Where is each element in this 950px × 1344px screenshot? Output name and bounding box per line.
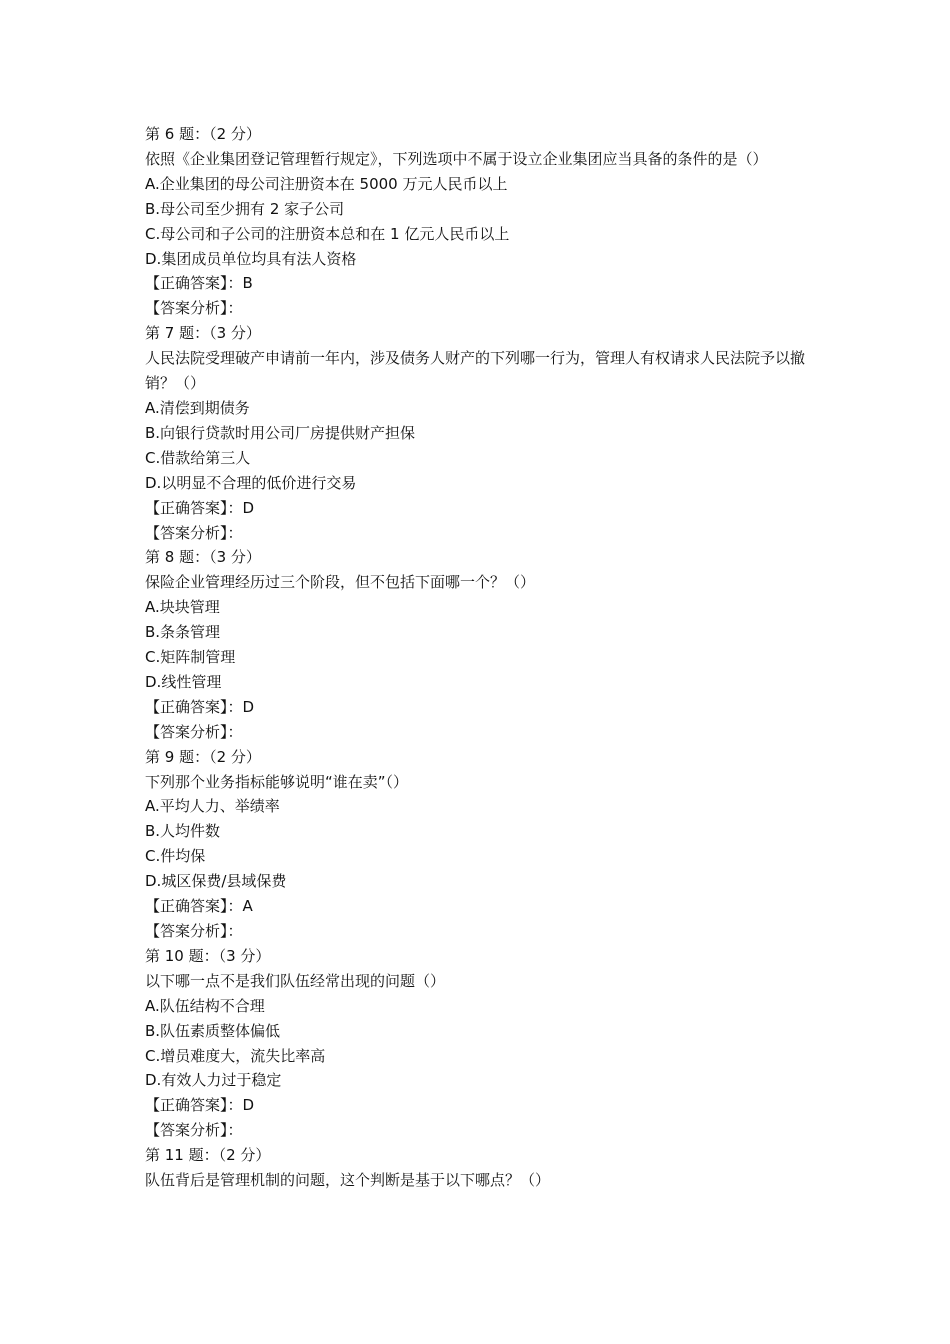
correct-answer: 【正确答案】：D xyxy=(145,697,255,716)
question-stem: 人民法院受理破产申请前一年内，涉及债务人财产的下列哪一行为，管理人有权请求人民法院予以撤销？（） xyxy=(145,349,806,393)
correct-answer: 【正确答案】：A xyxy=(145,897,253,916)
question-7 xyxy=(145,321,815,545)
option-d: D.以明显不合理的低价进行交易 xyxy=(145,473,357,492)
question-6 xyxy=(145,122,815,321)
correct-answer: 【正确答案】：B xyxy=(145,274,253,293)
option-c: C.增员难度大，流失比率高 xyxy=(145,1046,326,1065)
question-11 xyxy=(145,1143,815,1193)
option-c: C.矩阵制管理 xyxy=(145,648,236,667)
question-stem: 依照《企业集团登记管理暂行规定》，下列选项中不属于设立企业集团应当具备的条件的是（） xyxy=(145,149,768,168)
question-header: 第 8 题：（3 分） xyxy=(145,548,261,567)
answer-analysis: 【答案分析】： xyxy=(145,1121,243,1140)
question-header: 第 9 题：（2 分） xyxy=(145,747,261,766)
option-a: A.平均人力、举绩率 xyxy=(145,797,280,816)
option-d: D.集团成员单位均具有法人资格 xyxy=(145,249,357,268)
option-a: A.队伍结构不合理 xyxy=(145,996,265,1015)
option-c: C.母公司和子公司的注册资本总和在 1 亿元人民币以上 xyxy=(145,224,510,243)
question-stem: 保险企业管理经历过三个阶段，但不包括下面哪一个？（） xyxy=(145,573,536,592)
answer-analysis: 【答案分析】： xyxy=(145,523,243,542)
option-b: B.队伍素质整体偏低 xyxy=(145,1021,281,1040)
question-stem: 下列那个业务指标能够说明“谁在卖”（） xyxy=(145,772,409,791)
question-stem: 以下哪一点不是我们队伍经常出现的问题（） xyxy=(145,971,446,990)
option-b: B.人均件数 xyxy=(145,822,221,841)
option-d: D.有效人力过于稳定 xyxy=(145,1071,282,1090)
answer-analysis: 【答案分析】： xyxy=(145,299,243,318)
option-a: A.块块管理 xyxy=(145,598,220,617)
question-9 xyxy=(145,745,815,944)
correct-answer: 【正确答案】：D xyxy=(145,498,255,517)
option-c: C.件均保 xyxy=(145,847,206,866)
answer-analysis: 【答案分析】： xyxy=(145,922,243,940)
answer-analysis: 【答案分析】： xyxy=(145,722,243,741)
option-c: C.借款给第三人 xyxy=(145,448,251,467)
option-a: A.清偿到期债务 xyxy=(145,398,250,417)
option-b: B.母公司至少拥有 2 家子公司 xyxy=(145,199,345,218)
question-stem: 队伍背后是管理机制的问题，这个判断是基于以下哪点？（） xyxy=(145,1171,551,1190)
question-header: 第 11 题：（2 分） xyxy=(145,1146,271,1165)
question-8 xyxy=(145,545,815,744)
question-header: 第 7 题：（3 分） xyxy=(145,324,261,343)
option-b: B.向银行贷款时用公司厂房提供财产担保 xyxy=(145,423,416,442)
question-header: 第 10 题：（3 分） xyxy=(145,946,271,965)
option-a: A.企业集团的母公司注册资本在 5000 万元人民币以上 xyxy=(145,174,508,193)
option-d: D.城区保费/县域保费 xyxy=(145,872,287,891)
option-d: D.线性管理 xyxy=(145,672,222,691)
option-b: B.条条管理 xyxy=(145,623,221,642)
question-header: 第 6 题：（2 分） xyxy=(145,125,261,143)
correct-answer: 【正确答案】：D xyxy=(145,1096,255,1115)
question-10 xyxy=(145,944,815,1143)
document-body xyxy=(145,122,815,1193)
